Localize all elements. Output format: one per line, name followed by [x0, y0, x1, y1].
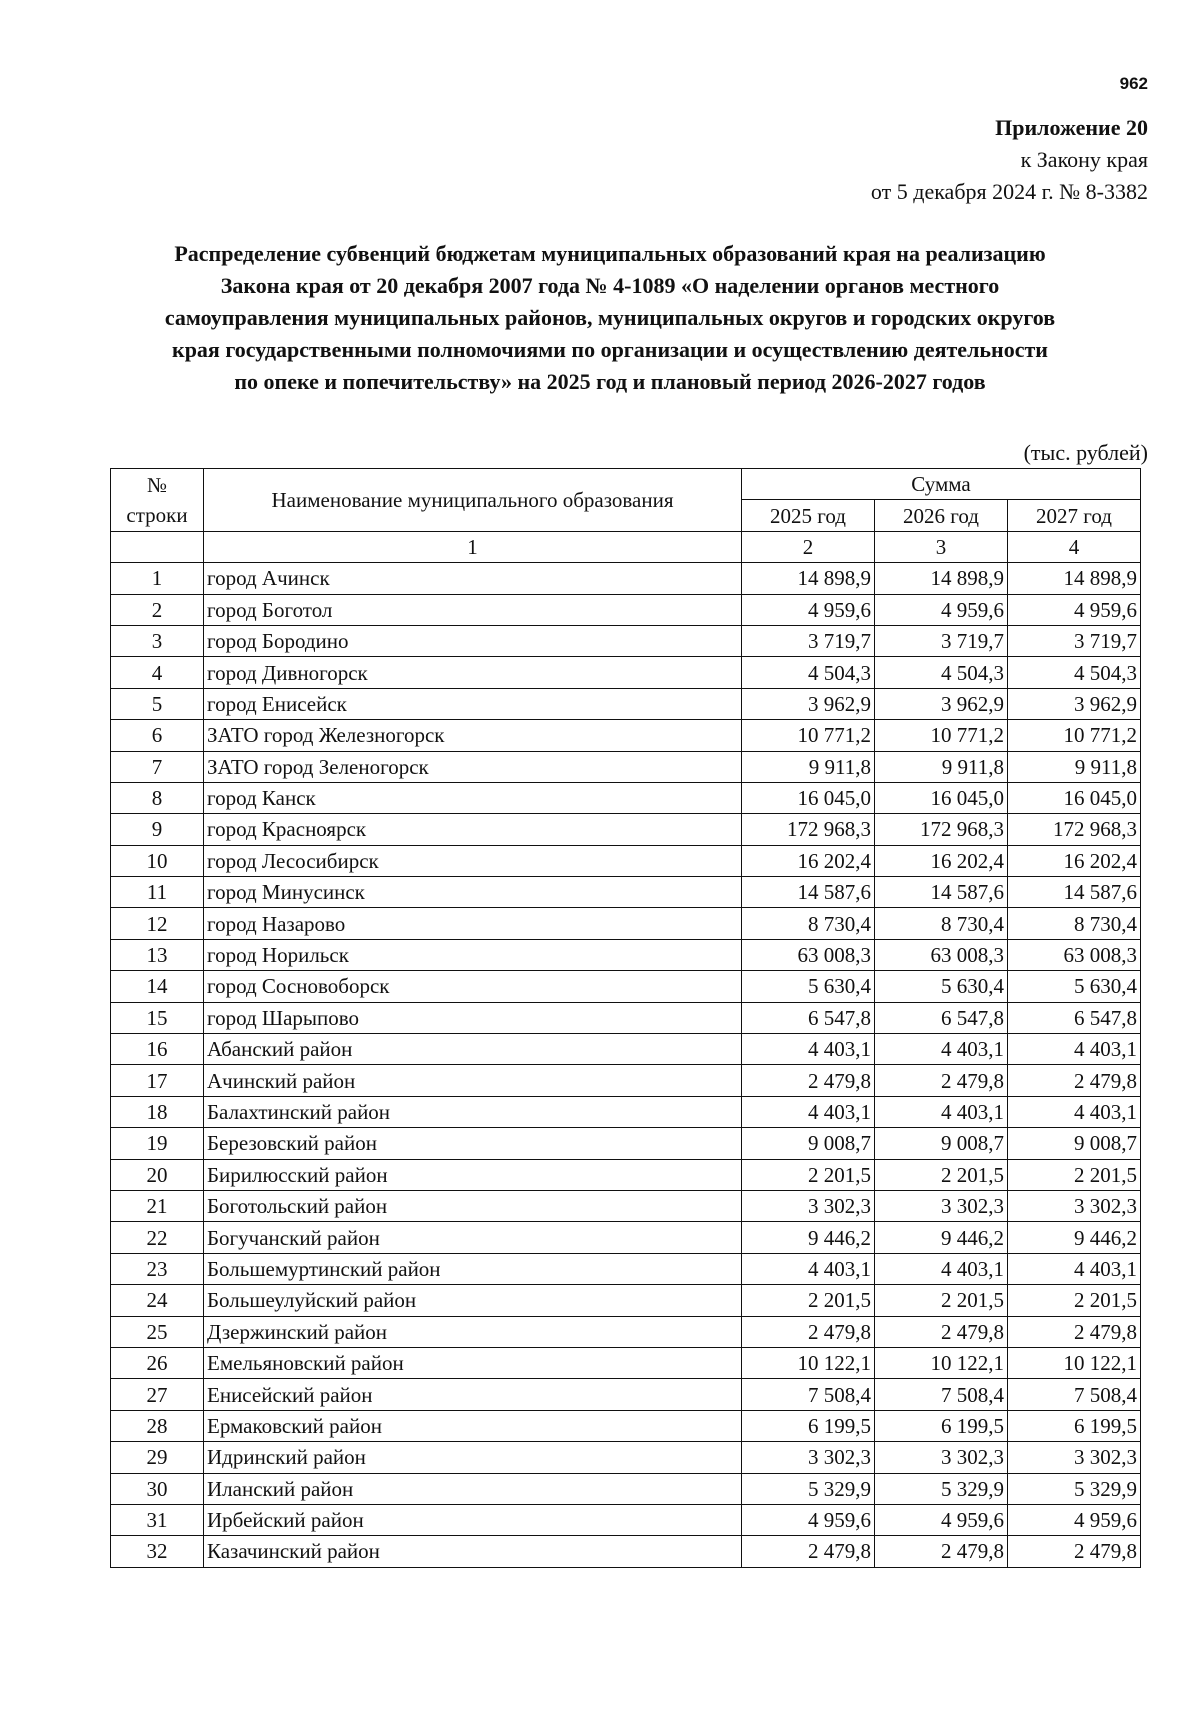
row-number: 9 [111, 814, 204, 845]
amount-2027: 3 719,7 [1008, 625, 1141, 656]
amount-2026: 172 968,3 [875, 814, 1008, 845]
table-row [111, 845, 1141, 876]
row-number: 10 [111, 845, 204, 876]
amount-2026: 2 201,5 [875, 1159, 1008, 1190]
amount-2025: 3 962,9 [742, 688, 875, 719]
amount-2025: 6 547,8 [742, 1002, 875, 1033]
title-line: Распределение субвенций бюджетам муниципальных образований края на реализацию [174, 241, 1046, 266]
amount-2026: 2 201,5 [875, 1285, 1008, 1316]
amount-2027: 63 008,3 [1008, 939, 1141, 970]
table-row [111, 877, 1141, 908]
amount-2025: 10 122,1 [742, 1347, 875, 1378]
table-row [111, 939, 1141, 970]
row-number: 17 [111, 1065, 204, 1096]
document-title [110, 238, 1110, 398]
amount-2027: 2 479,8 [1008, 1065, 1141, 1096]
title-line: по опеке и попечительству» на 2025 год и плановый период 2026-2027 годов [234, 369, 986, 394]
amount-2027: 14 898,9 [1008, 563, 1141, 594]
amount-2027: 9 911,8 [1008, 751, 1141, 782]
amount-2026: 63 008,3 [875, 939, 1008, 970]
table-row [111, 720, 1141, 751]
municipality-name: Ермаковский район [204, 1410, 742, 1441]
header-column-number-empty [111, 531, 204, 562]
table-row [111, 1002, 1141, 1033]
municipality-name: город Бородино [204, 625, 742, 656]
row-number: 25 [111, 1316, 204, 1347]
amount-2025: 2 201,5 [742, 1159, 875, 1190]
amount-2026: 3 302,3 [875, 1190, 1008, 1221]
title-line: Закона края от 20 декабря 2007 года № 4-1089 «О наделении органов местного [220, 273, 1000, 298]
amount-2027: 5 329,9 [1008, 1473, 1141, 1504]
table-row [111, 1034, 1141, 1065]
amount-2026: 16 045,0 [875, 782, 1008, 813]
amount-2027: 172 968,3 [1008, 814, 1141, 845]
row-number: 12 [111, 908, 204, 939]
amount-2026: 9 911,8 [875, 751, 1008, 782]
amount-2027: 2 479,8 [1008, 1536, 1141, 1567]
amount-2025: 2 201,5 [742, 1285, 875, 1316]
amount-2025: 5 630,4 [742, 971, 875, 1002]
amount-2027: 8 730,4 [1008, 908, 1141, 939]
amount-2027: 2 201,5 [1008, 1285, 1141, 1316]
appendix-header [871, 112, 1148, 208]
amount-2027: 6 547,8 [1008, 1002, 1141, 1033]
table-row [111, 782, 1141, 813]
row-number: 27 [111, 1379, 204, 1410]
amount-2027: 10 771,2 [1008, 720, 1141, 751]
municipality-name: город Назарово [204, 908, 742, 939]
municipality-name: Большемуртинский район [204, 1253, 742, 1284]
row-number: 2 [111, 594, 204, 625]
row-number: 31 [111, 1504, 204, 1535]
municipality-name: Енисейский район [204, 1379, 742, 1410]
amount-2025: 63 008,3 [742, 939, 875, 970]
amount-2026: 2 479,8 [875, 1065, 1008, 1096]
row-number: 3 [111, 625, 204, 656]
municipality-name: Балахтинский район [204, 1096, 742, 1127]
amount-2025: 4 504,3 [742, 657, 875, 688]
municipality-name: Бирилюсский район [204, 1159, 742, 1190]
header-column-number: 3 [875, 531, 1008, 562]
header-name: Наименование муниципального образования [204, 469, 742, 532]
header-year-2027: 2027 год [1008, 500, 1141, 531]
municipality-name: город Минусинск [204, 877, 742, 908]
amount-2025: 9 911,8 [742, 751, 875, 782]
amount-2027: 3 302,3 [1008, 1442, 1141, 1473]
amount-2027: 4 959,6 [1008, 1504, 1141, 1535]
table-row [111, 908, 1141, 939]
amount-2027: 2 201,5 [1008, 1159, 1141, 1190]
header-row-number-line2: строки [126, 502, 188, 527]
amount-2027: 2 479,8 [1008, 1316, 1141, 1347]
municipality-name: город Лесосибирск [204, 845, 742, 876]
amount-2025: 3 302,3 [742, 1190, 875, 1221]
table-row [111, 1096, 1141, 1127]
amount-2026: 16 202,4 [875, 845, 1008, 876]
municipality-name: город Дивногорск [204, 657, 742, 688]
amount-2025: 4 403,1 [742, 1253, 875, 1284]
table-row [111, 1536, 1141, 1567]
amount-2026: 7 508,4 [875, 1379, 1008, 1410]
amount-2026: 4 403,1 [875, 1253, 1008, 1284]
amount-2025: 2 479,8 [742, 1065, 875, 1096]
amount-2026: 5 630,4 [875, 971, 1008, 1002]
municipality-name: город Сосновоборск [204, 971, 742, 1002]
amount-2025: 9 446,2 [742, 1222, 875, 1253]
municipality-name: Казачинский район [204, 1536, 742, 1567]
row-number: 1 [111, 563, 204, 594]
table-row [111, 1159, 1141, 1190]
row-number: 19 [111, 1128, 204, 1159]
table-row [111, 594, 1141, 625]
amount-2027: 5 630,4 [1008, 971, 1141, 1002]
row-number: 15 [111, 1002, 204, 1033]
municipality-name: город Боготол [204, 594, 742, 625]
table-row [111, 625, 1141, 656]
municipality-name: ЗАТО город Железногорск [204, 720, 742, 751]
amount-2026: 14 587,6 [875, 877, 1008, 908]
amount-2025: 14 898,9 [742, 563, 875, 594]
page-number: 962 [1119, 74, 1148, 93]
table-row [111, 751, 1141, 782]
amount-2026: 4 504,3 [875, 657, 1008, 688]
table-row [111, 1222, 1141, 1253]
title-line: края государственными полномочиями по организации и осуществлению деятельности [172, 337, 1048, 362]
table-row [111, 1253, 1141, 1284]
amount-2027: 4 403,1 [1008, 1253, 1141, 1284]
municipality-name: город Енисейск [204, 688, 742, 719]
amount-2026: 4 403,1 [875, 1034, 1008, 1065]
amount-2025: 4 403,1 [742, 1034, 875, 1065]
appendix-title: Приложение 20 [995, 115, 1148, 140]
amount-2027: 10 122,1 [1008, 1347, 1141, 1378]
municipality-name: ЗАТО город Зеленогорск [204, 751, 742, 782]
row-number: 6 [111, 720, 204, 751]
table-row [111, 657, 1141, 688]
row-number: 5 [111, 688, 204, 719]
row-number: 16 [111, 1034, 204, 1065]
municipality-name: Идринский район [204, 1442, 742, 1473]
row-number: 32 [111, 1536, 204, 1567]
row-number: 7 [111, 751, 204, 782]
municipality-name: город Красноярск [204, 814, 742, 845]
header-sum: Сумма [742, 469, 1141, 500]
amount-2027: 16 045,0 [1008, 782, 1141, 813]
municipality-name: Боготольский район [204, 1190, 742, 1221]
amount-2025: 16 045,0 [742, 782, 875, 813]
header-column-number: 2 [742, 531, 875, 562]
row-number: 26 [111, 1347, 204, 1378]
title-line: самоуправления муниципальных районов, муниципальных округов и городских округов [164, 305, 1056, 330]
amount-2027: 3 302,3 [1008, 1190, 1141, 1221]
amount-2026: 2 479,8 [875, 1316, 1008, 1347]
amount-2026: 5 329,9 [875, 1473, 1008, 1504]
amount-2025: 9 008,7 [742, 1128, 875, 1159]
municipality-name: город Шарыпово [204, 1002, 742, 1033]
municipality-name: город Норильск [204, 939, 742, 970]
municipality-name: Богучанский район [204, 1222, 742, 1253]
amount-2026: 4 959,6 [875, 1504, 1008, 1535]
amount-2026: 10 771,2 [875, 720, 1008, 751]
header-column-number: 1 [204, 531, 742, 562]
table-row [111, 1285, 1141, 1316]
amount-2026: 14 898,9 [875, 563, 1008, 594]
amount-2025: 16 202,4 [742, 845, 875, 876]
amount-2025: 8 730,4 [742, 908, 875, 939]
appendix-law-reference: к Закону края [1020, 147, 1148, 172]
municipality-name: город Ачинск [204, 563, 742, 594]
row-number: 14 [111, 971, 204, 1002]
table-row [111, 971, 1141, 1002]
amount-2026: 3 302,3 [875, 1442, 1008, 1473]
row-number: 13 [111, 939, 204, 970]
amount-2027: 4 959,6 [1008, 594, 1141, 625]
amount-2027: 3 962,9 [1008, 688, 1141, 719]
amount-2027: 4 403,1 [1008, 1034, 1141, 1065]
amount-2025: 4 959,6 [742, 1504, 875, 1535]
amount-2027: 6 199,5 [1008, 1410, 1141, 1441]
row-number: 8 [111, 782, 204, 813]
municipality-name: Большеулуйский район [204, 1285, 742, 1316]
amount-2026: 9 446,2 [875, 1222, 1008, 1253]
row-number: 21 [111, 1190, 204, 1221]
amount-2026: 4 959,6 [875, 594, 1008, 625]
amount-2026: 3 719,7 [875, 625, 1008, 656]
row-number: 24 [111, 1285, 204, 1316]
amount-2027: 14 587,6 [1008, 877, 1141, 908]
header-column-number: 4 [1008, 531, 1141, 562]
table-row [111, 1504, 1141, 1535]
amount-2027: 16 202,4 [1008, 845, 1141, 876]
table-row [111, 1128, 1141, 1159]
amount-2025: 2 479,8 [742, 1316, 875, 1347]
amount-2025: 3 302,3 [742, 1442, 875, 1473]
municipality-name: Березовский район [204, 1128, 742, 1159]
amount-2027: 7 508,4 [1008, 1379, 1141, 1410]
row-number: 20 [111, 1159, 204, 1190]
row-number: 30 [111, 1473, 204, 1504]
municipality-name: Абанский район [204, 1034, 742, 1065]
row-number: 18 [111, 1096, 204, 1127]
amount-2026: 9 008,7 [875, 1128, 1008, 1159]
header-row-number-line1: № [146, 472, 168, 497]
amount-2025: 172 968,3 [742, 814, 875, 845]
amount-2026: 6 547,8 [875, 1002, 1008, 1033]
row-number: 29 [111, 1442, 204, 1473]
table-row [111, 563, 1141, 594]
amount-2025: 4 959,6 [742, 594, 875, 625]
amount-2025: 2 479,8 [742, 1536, 875, 1567]
amount-2026: 8 730,4 [875, 908, 1008, 939]
amount-2025: 14 587,6 [742, 877, 875, 908]
table-row [111, 1190, 1141, 1221]
header-year-2025: 2025 год [742, 500, 875, 531]
municipality-name: Ачинский район [204, 1065, 742, 1096]
municipality-name: Дзержинский район [204, 1316, 742, 1347]
table-row [111, 1316, 1141, 1347]
table-row [111, 814, 1141, 845]
row-number: 22 [111, 1222, 204, 1253]
table-row [111, 1473, 1141, 1504]
amount-2027: 4 504,3 [1008, 657, 1141, 688]
table-row [111, 1410, 1141, 1441]
table-row [111, 688, 1141, 719]
municipality-name: Емельяновский район [204, 1347, 742, 1378]
municipality-name: город Канск [204, 782, 742, 813]
municipality-name: Иланский район [204, 1473, 742, 1504]
header-year-2026: 2026 год [875, 500, 1008, 531]
amount-2026: 2 479,8 [875, 1536, 1008, 1567]
table-row [111, 1065, 1141, 1096]
amount-2027: 9 446,2 [1008, 1222, 1141, 1253]
header-row-number [111, 469, 204, 532]
amount-2025: 3 719,7 [742, 625, 875, 656]
table-row [111, 1442, 1141, 1473]
amount-2026: 4 403,1 [875, 1096, 1008, 1127]
row-number: 4 [111, 657, 204, 688]
amount-2026: 10 122,1 [875, 1347, 1008, 1378]
row-number: 23 [111, 1253, 204, 1284]
row-number: 28 [111, 1410, 204, 1441]
table-body [111, 563, 1141, 1568]
row-number: 11 [111, 877, 204, 908]
appendix-law-date: от 5 декабря 2024 г. № 8-3382 [870, 179, 1148, 204]
table-row [111, 1379, 1141, 1410]
table-row [111, 1347, 1141, 1378]
amount-2025: 4 403,1 [742, 1096, 875, 1127]
amount-2025: 10 771,2 [742, 720, 875, 751]
amount-2025: 7 508,4 [742, 1379, 875, 1410]
amount-2027: 4 403,1 [1008, 1096, 1141, 1127]
amount-2025: 6 199,5 [742, 1410, 875, 1441]
amount-2026: 6 199,5 [875, 1410, 1008, 1441]
units-label: (тыс. рублей) [1023, 440, 1148, 465]
amount-2026: 3 962,9 [875, 688, 1008, 719]
subvention-table [110, 468, 1141, 1568]
amount-2025: 5 329,9 [742, 1473, 875, 1504]
municipality-name: Ирбейский район [204, 1504, 742, 1535]
amount-2027: 9 008,7 [1008, 1128, 1141, 1159]
